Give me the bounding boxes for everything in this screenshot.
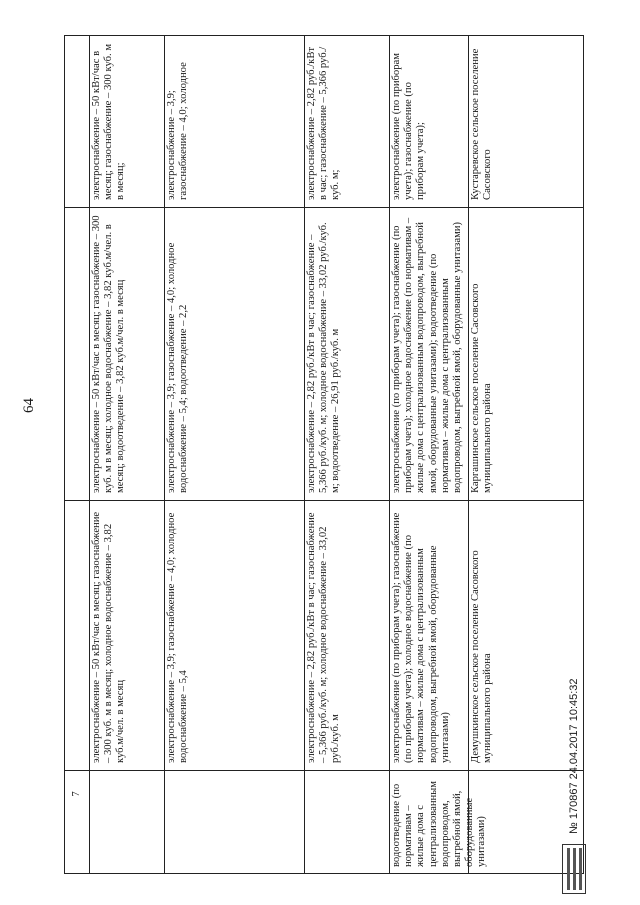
row2-col3: электроснабжение – 2,82 руб./кВт в час; газоснабжение – 5,366 руб./куб. м; холодное водоснабжение – 33,02 руб./куб. м; водоотведение – 26,91 руб./куб. м xyxy=(306,222,342,493)
col-header-7: 7 xyxy=(71,791,82,797)
row2-name: Каргашинское сельское поселение Сасовского муниципального района xyxy=(470,283,494,493)
row1-col4: электроснабжение – 3,9; газоснабжение – 4,0; холодное водоснабжение – 5,4 xyxy=(166,512,190,763)
row3-col2: электроснабжение (по приборам учета); газоснабжение (по приборам учета); xyxy=(391,53,427,200)
tariff-table xyxy=(64,35,584,874)
row1-col3: электроснабжение – 2,82 руб./кВт в час; газоснабжение – 5,366 руб./куб. м; холодное водоснабжение – 33,02 руб./куб. м xyxy=(306,512,342,763)
page-number: 64 xyxy=(20,397,37,413)
stamp-icon xyxy=(562,844,586,894)
row1-col5: электроснабжение – 50 кВт/час в месяц; газоснабжение – 300 куб. м в месяц; холодное водоснабжение – 3,82 куб.м/чел. в месяц xyxy=(91,511,127,763)
document-id: № 170867 24.04.2017 10:45:32 xyxy=(568,678,580,834)
row3-name: Кустаревское сельское поселение Сасовского xyxy=(470,48,494,200)
top-row-col2: водоотведение (по нормативам – жилые дома с централизованным водопроводом, выгребной ямой, оборудованные унитазами) xyxy=(391,781,488,867)
row2-col2: электроснабжение (по приборам учета); газоснабжение (по приборам учета); холодное водоснабжение (по нормативам – жилые дома с централизованным водопроводом, выгребной ямой, оборудованные унитазами); водоотведение (по нормативам – жилые дома с централизованным водопроводом, выгребной ямой, оборудованные унитазами) xyxy=(391,217,464,493)
footer xyxy=(548,560,608,900)
row2-col5: электроснабжение – 50 кВт/час в месяц; газоснабжение – 300 куб. м в месяц; холодное водоснабжение – 3,82 куб.м/чел. в месяц; водоотведение – 3,82 куб.м/чел. в месяц xyxy=(91,215,127,493)
rotated-table-wrapper xyxy=(64,35,584,874)
row1-col2: электроснабжение (по приборам учета); газоснабжение (по приборам учета); холодное водоснабжение (по нормативам – жилые дома с централизованным водопроводом, выгребной ямой, оборудованные унитазами) xyxy=(391,512,451,763)
row3-col5: электроснабжение – 50 кВт/час в месяц; газоснабжение – 300 куб. м в месяц; xyxy=(91,43,127,200)
row3-col4: электроснабжение – 3,9; газоснабжение – 4,0; холодное xyxy=(166,62,190,200)
row2-col4: электроснабжение – 3,9; газоснабжение – 4,0; холодное водоснабжение – 5,4; водоотведение – 2,2 xyxy=(166,242,190,493)
row3-col3: электроснабжение – 2,82 руб./кВт в час; газоснабжение – 5,366 руб./куб. м; xyxy=(306,46,342,200)
row1-name: Демушкинское сельское поселение Сасовского муниципального района xyxy=(470,550,494,763)
